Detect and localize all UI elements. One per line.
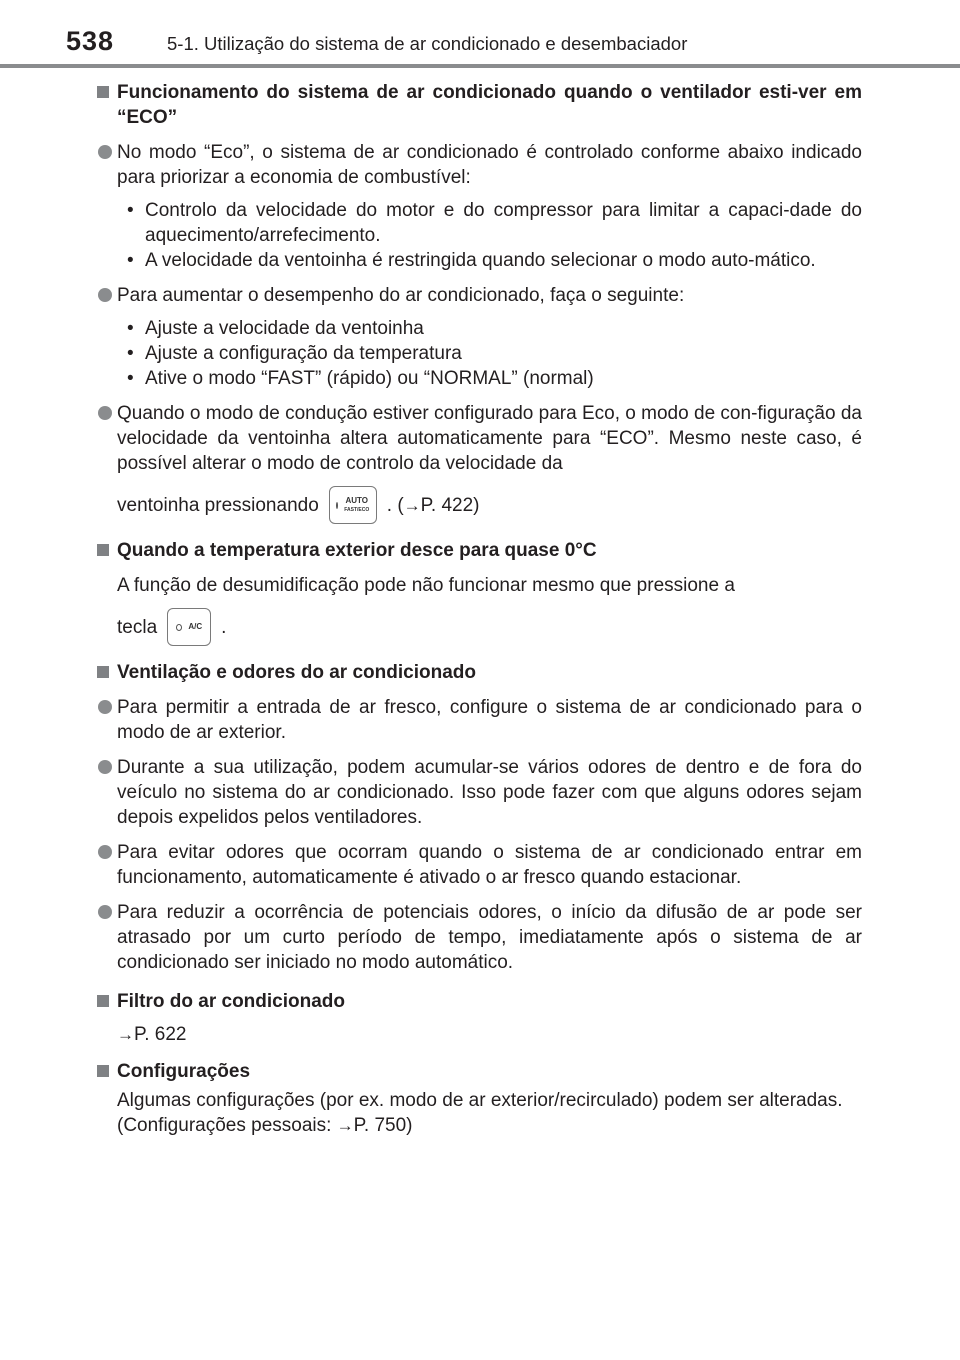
- page-content: [97, 80, 862, 1138]
- ac-button-line: tecla A/C .: [97, 608, 862, 646]
- list-item: Para reduzir a ocorrência de potenciais odores, o início da difusão de ar pode ser atrasado por um curto período de tempo, imediatamente após o sistema de ar condicionado ser iniciado no modo automático.: [97, 900, 862, 975]
- gray-dot-icon: [98, 145, 112, 159]
- page-header: [0, 0, 960, 72]
- gray-dot-icon: [98, 406, 112, 420]
- section-settings-title: Configurações: [97, 1059, 862, 1084]
- bullet-list: [97, 198, 862, 273]
- page-number: 538: [66, 26, 115, 56]
- auto-fast-eco-button-icon: AUTO FAST/ECO: [329, 486, 377, 524]
- ac-button-icon: A/C: [167, 608, 211, 646]
- bullet-item: • Ative o modo “FAST” (rápido) ou “NORMAL” (normal): [127, 366, 862, 391]
- bullet-item: • Controlo da velocidade do motor e do compressor para limitar a capaci-dade do aquecimento/arrefecimento.: [127, 198, 862, 248]
- gray-square-icon: [97, 544, 109, 556]
- section-cold-title: Quando a temperatura exterior desce para quase 0°C: [97, 538, 862, 563]
- section-odor-title: Ventilação e odores do ar condicionado: [97, 660, 862, 685]
- list-item: Para aumentar o desempenho do ar condicionado, faça o seguinte:: [97, 283, 862, 308]
- list-item: No modo “Eco”, o sistema de ar condicionado é controlado conforme abaixo indicado para priorizar a economia de combustível:: [97, 140, 862, 190]
- gray-square-icon: [97, 86, 109, 98]
- gray-square-icon: [97, 995, 109, 1007]
- indicator-led-icon: [176, 624, 182, 631]
- gray-dot-icon: [98, 700, 112, 714]
- list-item: Para permitir a entrada de ar fresco, configure o sistema de ar condicionado para o modo de ar exterior.: [97, 695, 862, 745]
- auto-button-line: ventoinha pressionando AUTO FAST/ECO . ( → P. 422): [97, 486, 862, 524]
- cold-text: A função de desumidificação pode não funcionar mesmo que pressione a: [117, 575, 735, 596]
- section-eco-title: Funcionamento do sistema de ar condicionado quando o ventilador esti-ver em “ECO”: [97, 80, 862, 130]
- bullet-list: [97, 316, 862, 391]
- gray-dot-icon: [98, 905, 112, 919]
- bullet-item: • Ajuste a configuração da temperatura: [127, 341, 862, 366]
- settings-text: Algumas configurações (por ex. modo de ar exterior/recirculado) podem ser alteradas. (Configurações pessoais: →P. 750): [117, 1090, 843, 1136]
- gray-dot-icon: [98, 845, 112, 859]
- right-arrow-icon: →: [336, 1116, 354, 1135]
- chapter-title: 5-1. Utilização do sistema de ar condicionado e desembaciador: [167, 33, 688, 54]
- gray-dot-icon: [98, 760, 112, 774]
- section-filter-title: Filtro do ar condicionado: [97, 989, 862, 1014]
- right-arrow-icon: →: [117, 1025, 134, 1044]
- gray-square-icon: [97, 666, 109, 678]
- right-arrow-icon: →: [403, 495, 421, 515]
- gray-dot-icon: [98, 288, 112, 302]
- header-rule: [0, 64, 960, 68]
- filter-ref: →P. 622: [117, 1024, 187, 1045]
- gray-square-icon: [97, 1065, 109, 1077]
- list-item: Quando o modo de condução estiver configurado para Eco, o modo de con-figuração da velocidade da ventoinha altera automaticamente para “ECO”. Mesmo neste caso, é possível alterar o modo de controlo da velocidade da: [97, 401, 862, 476]
- indicator-led-icon: [336, 502, 338, 509]
- bullet-item: • A velocidade da ventoinha é restringida quando selecionar o modo auto-mático.: [127, 248, 862, 273]
- bullet-item: • Ajuste a velocidade da ventoinha: [127, 316, 862, 341]
- list-item: Para evitar odores que ocorram quando o sistema de ar condicionado entrar em funcionamento, automaticamente é ativado o ar fresco quando estacionar.: [97, 840, 862, 890]
- list-item: Durante a sua utilização, podem acumular-se vários odores de dentro e de fora do veículo no sistema do ar condicionado. Isso pode fazer com que alguns odores sejam depois expelidos pelos ventiladores.: [97, 755, 862, 830]
